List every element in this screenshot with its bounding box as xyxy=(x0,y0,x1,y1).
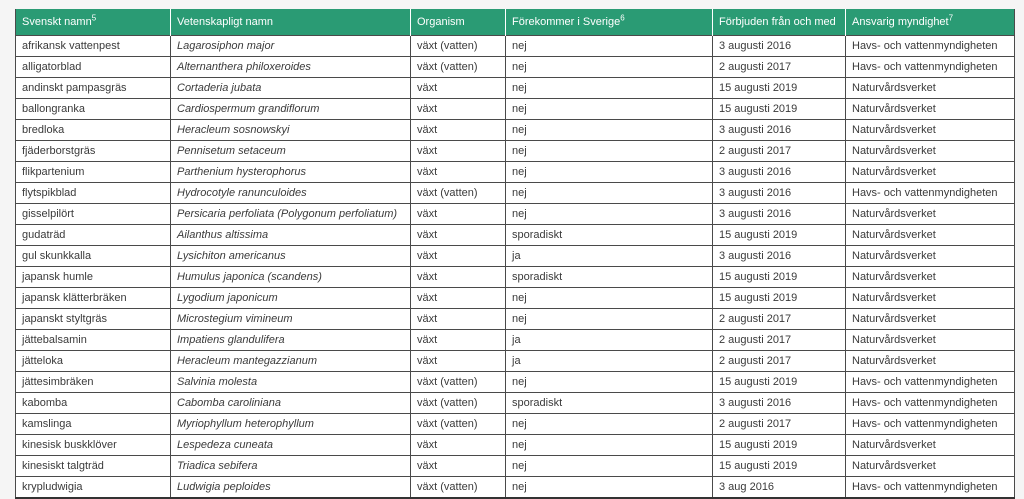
table-row xyxy=(16,372,1015,393)
cell-organism: växt xyxy=(411,330,506,351)
cell-ansvarig-myndighet: Naturvårdsverket xyxy=(846,120,1015,141)
cell-vetenskapligt-namn: Salvinia molesta xyxy=(171,372,411,393)
table-row xyxy=(16,78,1015,99)
cell-svenskt-namn: japansk klätterbräken xyxy=(16,288,171,309)
cell-vetenskapligt-namn: Humulus japonica (scandens) xyxy=(171,267,411,288)
cell-organism: växt xyxy=(411,288,506,309)
cell-ansvarig-myndighet: Naturvårdsverket xyxy=(846,330,1015,351)
cell-forbjuden-fran-och-med: 15 augusti 2019 xyxy=(713,225,846,246)
cell-forbjuden-fran-och-med: 3 aug 2016 xyxy=(713,477,846,499)
cell-ansvarig-myndighet: Naturvårdsverket xyxy=(846,267,1015,288)
cell-svenskt-namn: kinesiskt talgträd xyxy=(16,456,171,477)
cell-organism: växt (vatten) xyxy=(411,372,506,393)
table-row xyxy=(16,246,1015,267)
column-header-label: Svenskt namn xyxy=(22,15,92,28)
cell-forbjuden-fran-och-med: 15 augusti 2019 xyxy=(713,78,846,99)
cell-forbjuden-fran-och-med: 3 augusti 2016 xyxy=(713,162,846,183)
cell-ansvarig-myndighet: Naturvårdsverket xyxy=(846,78,1015,99)
cell-organism: växt xyxy=(411,99,506,120)
cell-svenskt-namn: gudaträd xyxy=(16,225,171,246)
cell-ansvarig-myndighet: Havs- och vattenmyndigheten xyxy=(846,477,1015,499)
cell-forekommer-i-sverige: ja xyxy=(506,330,713,351)
cell-organism: växt xyxy=(411,246,506,267)
cell-svenskt-namn: kamslinga xyxy=(16,414,171,435)
table-row xyxy=(16,183,1015,204)
cell-forbjuden-fran-och-med: 15 augusti 2019 xyxy=(713,456,846,477)
cell-forekommer-i-sverige: nej xyxy=(506,183,713,204)
cell-forbjuden-fran-och-med: 3 augusti 2016 xyxy=(713,246,846,267)
cell-vetenskapligt-namn: Microstegium vimineum xyxy=(171,309,411,330)
column-header xyxy=(411,9,506,36)
cell-forekommer-i-sverige: nej xyxy=(506,57,713,78)
cell-organism: växt xyxy=(411,120,506,141)
cell-forbjuden-fran-och-med: 3 augusti 2016 xyxy=(713,393,846,414)
table-row xyxy=(16,204,1015,225)
cell-ansvarig-myndighet: Naturvårdsverket xyxy=(846,99,1015,120)
cell-ansvarig-myndighet: Naturvårdsverket xyxy=(846,162,1015,183)
cell-organism: växt xyxy=(411,141,506,162)
cell-vetenskapligt-namn: Ailanthus altissima xyxy=(171,225,411,246)
cell-forekommer-i-sverige: sporadiskt xyxy=(506,393,713,414)
cell-forekommer-i-sverige: nej xyxy=(506,309,713,330)
invasive-species-table xyxy=(15,9,1015,499)
cell-svenskt-namn: flytspikblad xyxy=(16,183,171,204)
cell-organism: växt xyxy=(411,204,506,225)
table-body xyxy=(16,36,1015,499)
cell-ansvarig-myndighet: Havs- och vattenmyndigheten xyxy=(846,393,1015,414)
cell-ansvarig-myndighet: Naturvårdsverket xyxy=(846,435,1015,456)
cell-forbjuden-fran-och-med: 15 augusti 2019 xyxy=(713,267,846,288)
table-row xyxy=(16,141,1015,162)
cell-organism: växt xyxy=(411,162,506,183)
table-row xyxy=(16,36,1015,57)
cell-organism: växt (vatten) xyxy=(411,183,506,204)
table-row xyxy=(16,456,1015,477)
cell-vetenskapligt-namn: Lysichiton americanus xyxy=(171,246,411,267)
cell-vetenskapligt-namn: Cardiospermum grandiflorum xyxy=(171,99,411,120)
table-row xyxy=(16,99,1015,120)
table-row xyxy=(16,120,1015,141)
table-row xyxy=(16,225,1015,246)
cell-svenskt-namn: japanskt styltgräs xyxy=(16,309,171,330)
cell-forekommer-i-sverige: nej xyxy=(506,120,713,141)
cell-svenskt-namn: bredloka xyxy=(16,120,171,141)
column-header xyxy=(16,9,171,36)
cell-ansvarig-myndighet: Naturvårdsverket xyxy=(846,456,1015,477)
cell-vetenskapligt-namn: Parthenium hysterophorus xyxy=(171,162,411,183)
cell-ansvarig-myndighet: Havs- och vattenmyndigheten xyxy=(846,36,1015,57)
cell-organism: växt (vatten) xyxy=(411,477,506,499)
column-header-label: Förbjuden från och med xyxy=(719,15,836,28)
table-row xyxy=(16,414,1015,435)
cell-svenskt-namn: kabomba xyxy=(16,393,171,414)
footnote-marker: 6 xyxy=(620,12,625,22)
cell-svenskt-namn: alligatorblad xyxy=(16,57,171,78)
cell-forekommer-i-sverige: nej xyxy=(506,288,713,309)
cell-forbjuden-fran-och-med: 3 augusti 2016 xyxy=(713,36,846,57)
cell-ansvarig-myndighet: Havs- och vattenmyndigheten xyxy=(846,57,1015,78)
table-row xyxy=(16,477,1015,499)
column-header-label: Vetenskapligt namn xyxy=(177,15,274,28)
column-header-label: Organism xyxy=(417,15,465,28)
cell-forekommer-i-sverige: ja xyxy=(506,351,713,372)
table-row xyxy=(16,435,1015,456)
cell-ansvarig-myndighet: Naturvårdsverket xyxy=(846,225,1015,246)
table-row xyxy=(16,162,1015,183)
cell-forekommer-i-sverige: sporadiskt xyxy=(506,225,713,246)
footnote-marker: 7 xyxy=(948,12,954,22)
cell-ansvarig-myndighet: Naturvårdsverket xyxy=(846,351,1015,372)
cell-forbjuden-fran-och-med: 15 augusti 2019 xyxy=(713,372,846,393)
cell-vetenskapligt-namn: Lespedeza cuneata xyxy=(171,435,411,456)
header-row xyxy=(16,9,1015,36)
cell-vetenskapligt-namn: Ludwigia peploides xyxy=(171,477,411,499)
cell-organism: växt (vatten) xyxy=(411,393,506,414)
cell-organism: växt xyxy=(411,78,506,99)
cell-svenskt-namn: andinskt pampasgräs xyxy=(16,78,171,99)
column-header xyxy=(171,9,411,36)
footnote-marker: 5 xyxy=(91,12,97,22)
cell-organism: växt (vatten) xyxy=(411,57,506,78)
cell-svenskt-namn: kinesisk buskklöver xyxy=(16,435,171,456)
cell-forbjuden-fran-och-med: 2 augusti 2017 xyxy=(713,141,846,162)
cell-forekommer-i-sverige: nej xyxy=(506,372,713,393)
cell-forekommer-i-sverige: nej xyxy=(506,477,713,499)
cell-forekommer-i-sverige: nej xyxy=(506,99,713,120)
cell-organism: växt xyxy=(411,309,506,330)
cell-forbjuden-fran-och-med: 3 augusti 2016 xyxy=(713,120,846,141)
cell-forekommer-i-sverige: nej xyxy=(506,141,713,162)
cell-forbjuden-fran-och-med: 2 augusti 2017 xyxy=(713,309,846,330)
cell-forekommer-i-sverige: sporadiskt xyxy=(506,267,713,288)
cell-vetenskapligt-namn: Myriophyllum heterophyllum xyxy=(171,414,411,435)
cell-organism: växt xyxy=(411,267,506,288)
cell-ansvarig-myndighet: Naturvårdsverket xyxy=(846,246,1015,267)
cell-ansvarig-myndighet: Havs- och vattenmyndigheten xyxy=(846,372,1015,393)
cell-organism: växt xyxy=(411,351,506,372)
column-header-label: Förekommer i Sverige xyxy=(512,15,621,28)
cell-organism: växt (vatten) xyxy=(411,414,506,435)
cell-vetenskapligt-namn: Lagarosiphon major xyxy=(171,36,411,57)
cell-vetenskapligt-namn: Impatiens glandulifera xyxy=(171,330,411,351)
column-header xyxy=(506,9,713,36)
cell-svenskt-namn: jättebalsamin xyxy=(16,330,171,351)
cell-forekommer-i-sverige: nej xyxy=(506,162,713,183)
cell-svenskt-namn: ballongranka xyxy=(16,99,171,120)
cell-forekommer-i-sverige: nej xyxy=(506,414,713,435)
cell-ansvarig-myndighet: Havs- och vattenmyndigheten xyxy=(846,414,1015,435)
invasive-species-table-container xyxy=(15,9,1014,499)
table-row xyxy=(16,309,1015,330)
cell-svenskt-namn: gul skunkkalla xyxy=(16,246,171,267)
table-row xyxy=(16,330,1015,351)
cell-ansvarig-myndighet: Havs- och vattenmyndigheten xyxy=(846,183,1015,204)
cell-vetenskapligt-namn: Heracleum mantegazzianum xyxy=(171,351,411,372)
cell-svenskt-namn: jätteloka xyxy=(16,351,171,372)
cell-forekommer-i-sverige: nej xyxy=(506,204,713,225)
cell-forekommer-i-sverige: ja xyxy=(506,246,713,267)
cell-vetenskapligt-namn: Cortaderia jubata xyxy=(171,78,411,99)
cell-vetenskapligt-namn: Triadica sebifera xyxy=(171,456,411,477)
cell-svenskt-namn: jättesimbräken xyxy=(16,372,171,393)
table-row xyxy=(16,393,1015,414)
column-header xyxy=(846,9,1015,36)
cell-ansvarig-myndighet: Naturvårdsverket xyxy=(846,204,1015,225)
cell-svenskt-namn: afrikansk vattenpest xyxy=(16,36,171,57)
table-row xyxy=(16,351,1015,372)
cell-forbjuden-fran-och-med: 2 augusti 2017 xyxy=(713,414,846,435)
cell-forbjuden-fran-och-med: 3 augusti 2016 xyxy=(713,183,846,204)
table-row xyxy=(16,57,1015,78)
cell-forbjuden-fran-och-med: 15 augusti 2019 xyxy=(713,288,846,309)
cell-svenskt-namn: fjäderborstgräs xyxy=(16,141,171,162)
cell-svenskt-namn: japansk humle xyxy=(16,267,171,288)
cell-ansvarig-myndighet: Naturvårdsverket xyxy=(846,309,1015,330)
cell-organism: växt xyxy=(411,435,506,456)
cell-svenskt-namn: krypludwigia xyxy=(16,477,171,499)
table-header xyxy=(16,9,1015,36)
cell-vetenskapligt-namn: Cabomba caroliniana xyxy=(171,393,411,414)
cell-ansvarig-myndighet: Naturvårdsverket xyxy=(846,288,1015,309)
cell-vetenskapligt-namn: Hydrocotyle ranunculoides xyxy=(171,183,411,204)
cell-forekommer-i-sverige: nej xyxy=(506,78,713,99)
column-header xyxy=(713,9,846,36)
cell-forbjuden-fran-och-med: 15 augusti 2019 xyxy=(713,99,846,120)
cell-forbjuden-fran-och-med: 15 augusti 2019 xyxy=(713,435,846,456)
cell-vetenskapligt-namn: Alternanthera philoxeroides xyxy=(171,57,411,78)
cell-forbjuden-fran-och-med: 2 augusti 2017 xyxy=(713,57,846,78)
cell-vetenskapligt-namn: Persicaria perfoliata (Polygonum perfoliatum) xyxy=(171,204,411,225)
cell-svenskt-namn: flikpartenium xyxy=(16,162,171,183)
cell-forekommer-i-sverige: nej xyxy=(506,36,713,57)
cell-organism: växt xyxy=(411,225,506,246)
column-header-label: Ansvarig myndighet xyxy=(852,15,949,28)
cell-organism: växt (vatten) xyxy=(411,36,506,57)
cell-vetenskapligt-namn: Heracleum sosnowskyi xyxy=(171,120,411,141)
cell-forbjuden-fran-och-med: 2 augusti 2017 xyxy=(713,351,846,372)
cell-vetenskapligt-namn: Lygodium japonicum xyxy=(171,288,411,309)
table-row xyxy=(16,267,1015,288)
cell-forbjuden-fran-och-med: 3 augusti 2016 xyxy=(713,204,846,225)
cell-forekommer-i-sverige: nej xyxy=(506,456,713,477)
cell-vetenskapligt-namn: Pennisetum setaceum xyxy=(171,141,411,162)
cell-forbjuden-fran-och-med: 2 augusti 2017 xyxy=(713,330,846,351)
table-row xyxy=(16,288,1015,309)
cell-organism: växt xyxy=(411,456,506,477)
cell-forekommer-i-sverige: nej xyxy=(506,435,713,456)
cell-svenskt-namn: gisselpilört xyxy=(16,204,171,225)
cell-ansvarig-myndighet: Naturvårdsverket xyxy=(846,141,1015,162)
